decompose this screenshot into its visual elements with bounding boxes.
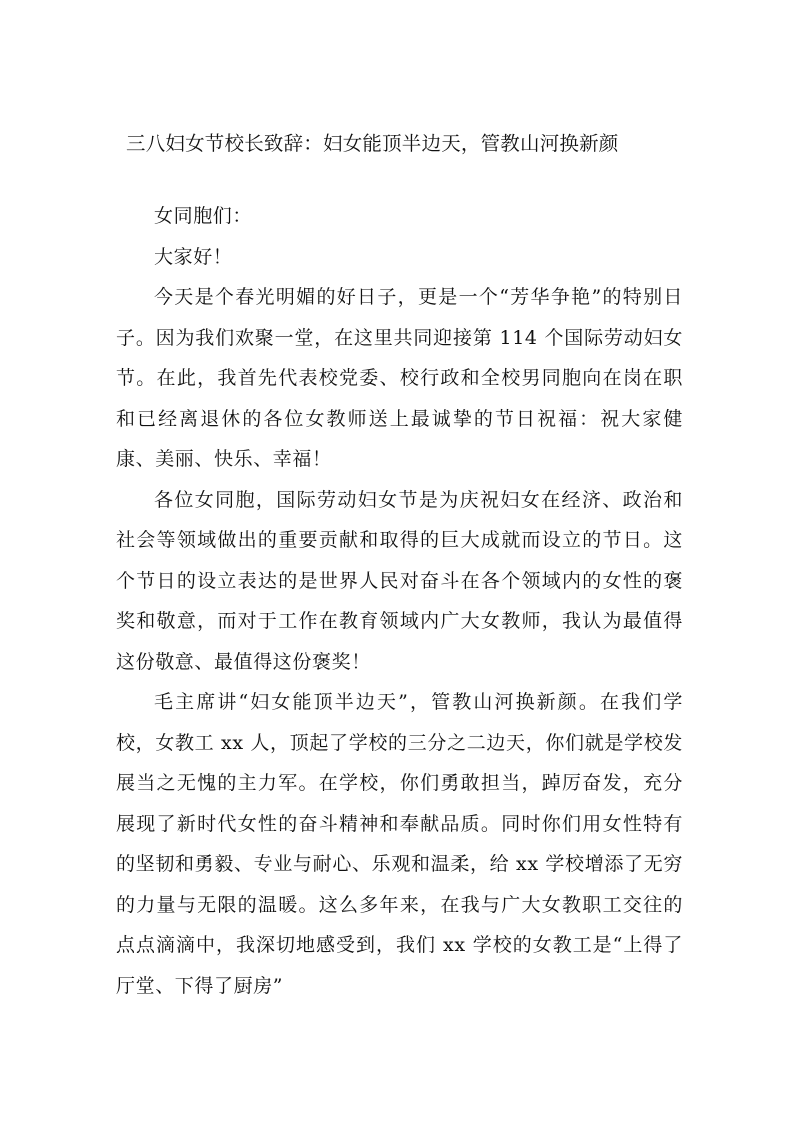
- document-title: 三八妇女节校长致辞：妇女能顶半边天，管教山河换新颜: [126, 132, 619, 155]
- greeting-paragraph: 大家好！: [154, 245, 233, 268]
- document-body: [116, 196, 683, 1006]
- body-paragraph: 今天是个春光明媚的好日子，更是一个“芳华争艳”的特别日子。因为我们欢聚一堂，在这里共同迎接第 114 个国际劳动妇女节。在此，我首先代表校党委、校行政和全校男同胞向在岗在职和已经离退休的各位女教师送上最诚挚的节日祝福：祝大家健康、美丽、快乐、幸福！: [116, 286, 683, 470]
- salutation-paragraph: 女同胞们：: [154, 205, 253, 227]
- body-paragraph: 各位女同胞，国际劳动妇女节是为庆祝妇女在经济、政治和社会等领域做出的重要贡献和取得的巨大成就而设立的节日。这个节日的设立表达的是世界人民对奋斗在各个领域内的女性的褒奖和敬意，而对于工作在教育领域内广大女教师，我认为最值得这份敬意、最值得这份褒奖！: [116, 488, 683, 673]
- body-paragraph: 毛主席讲“妇女能顶半边天”，管教山河换新颜。在我们学校，女教工 xx 人，顶起了学校的三分之二边天，你们就是学校发展当之无愧的主力军。在学校，你们勇敢担当，踔厉奋发，充分展现了新时代女性的奋斗精神和奉献品质。同时你们用女性特有的坚韧和勇毅、专业与耐心、乐观和温柔，给 xx 学校增添了无穷的力量与无限的温暖。这么多年来，在我与广大女教职工交往的点点滴滴中，我深切地感受到，我们 xx 学校的女教工是“上得了厅堂、下得了厨房”: [116, 691, 683, 997]
